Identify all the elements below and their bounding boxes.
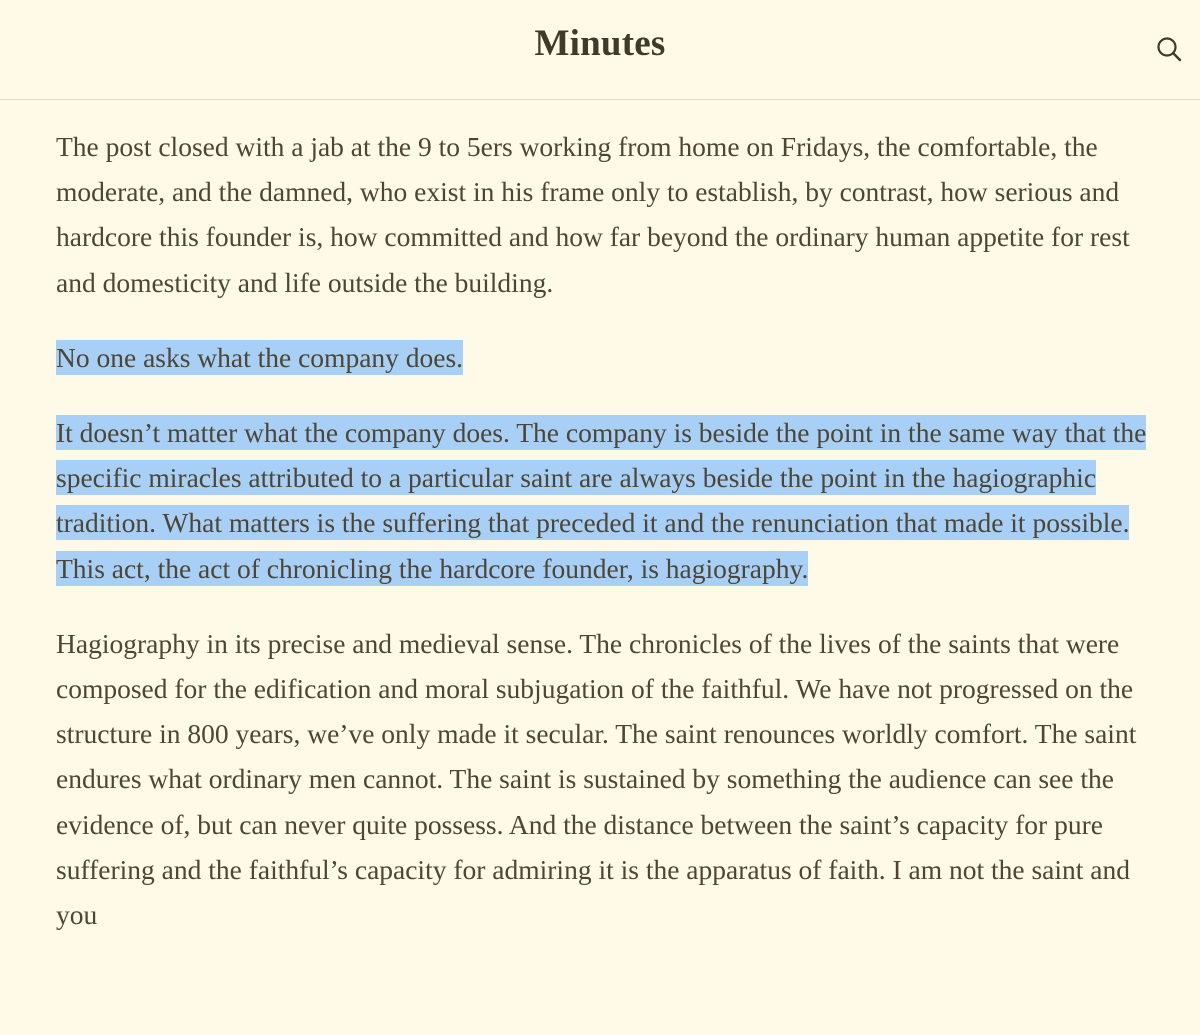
paragraph-text: Hagiography in its precise and medieval sense. The chronicles of the lives of the saints that were composed for the edification and moral subjugation of the faithful. We have not progressed on the structure in 800 years, we’ve only made it secular. The saint renounces worldly comfort. The saint endures what ordinary men cannot. The saint is sustained by something the audience can see the evidence of, but can never quite possess. And the distance between the saint’s capacity for pure suffering and the faithful’s capacity for admiring it is the apparatus of faith. I am not the saint and you [56,627,1137,931]
selected-text[interactable]: It doesn’t matter what the company does. The company is beside the point in the same way that the specific miracles attributed to a particular saint are always beside the point in the hagiographic tradition. What matters is the suffering that preceded it and the renunciation that made it possible. This act, the act of chronicling the hardcore founder, is hagiography. [56,417,1147,584]
search-button[interactable] [1152,32,1186,66]
top-bar [0,0,1200,100]
search-icon [1155,35,1183,63]
site-title[interactable]: Minutes [534,23,666,64]
article-body [56,124,1156,967]
paragraph [56,621,1156,937]
paragraph-selected [56,335,1156,380]
paragraph [56,124,1156,305]
selected-text[interactable]: No one asks what the company does. [56,341,464,373]
paragraph-selected [56,410,1156,591]
paragraph-text: The post closed with a jab at the 9 to 5ers working from home on Fridays, the comfortable, the moderate, and the damned, who exist in his frame only to establish, by contrast, how serious and hardcore this founder is, how committed and how far beyond the ordinary human appetite for rest and domesticity and life outside the building. [56,131,1130,298]
